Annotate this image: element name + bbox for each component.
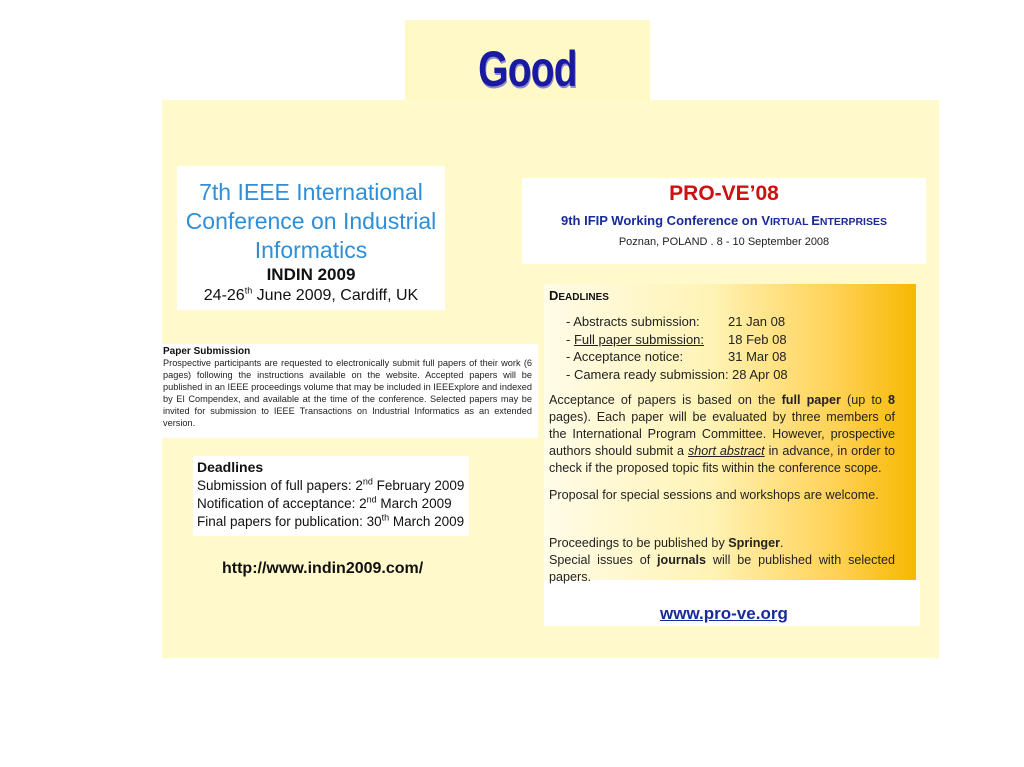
prove-subtitle-v-rest: IRTUAL: [769, 216, 812, 228]
prove-deadline-item: - Camera ready submission:: [566, 367, 729, 382]
heading-first-letter: D: [549, 288, 559, 303]
deadline-label: Submission of full papers: 2: [197, 478, 363, 493]
deadline-sup: th: [381, 512, 390, 523]
prove-deadline-date: 21 Jan 08: [728, 314, 786, 329]
prove-deadline-item: [566, 332, 704, 347]
deadlines-heading: Deadlines: [197, 459, 264, 475]
text-part: Proceedings to be published by: [549, 536, 729, 550]
prove-subtitle-e: E: [811, 213, 820, 228]
prove-header-box: [522, 178, 926, 264]
text-italic: short abstract: [687, 444, 765, 458]
deadline-rest: March 2009: [376, 496, 452, 511]
text-bold: journals: [657, 553, 707, 567]
indin-name-line-1: 7th IEEE International: [199, 179, 423, 205]
text-part: Acceptance of papers is based on the: [549, 393, 782, 407]
deadline-rest: March 2009: [389, 514, 465, 529]
text-part: pages). Each paper will be evaluated by three members of the International Program Committee. However, prospective authors should submit a: [549, 410, 895, 458]
deadline-rest: February 2009: [372, 478, 465, 493]
prove-proceedings-text: [549, 535, 895, 552]
prove-special-issues-text: [549, 552, 895, 586]
indin-name-line-2: Conference on Industrial: [185, 208, 437, 234]
indin-url-link[interactable]: http://www.indin2009.com/: [222, 560, 424, 577]
indin-date-suffix: th: [244, 285, 253, 296]
prove-deadline-date: 28 Apr 08: [732, 367, 788, 382]
prove-subtitle-e-rest: NTERPRISES: [819, 216, 887, 228]
text-part: Special issues of: [549, 553, 658, 567]
text-bold: 8: [887, 393, 895, 407]
deadline-label: Notification of acceptance: 2: [197, 496, 367, 511]
prove-subtitle: [522, 213, 926, 228]
indin-conference-name: [177, 178, 445, 265]
prove-subtitle-v: V: [761, 213, 770, 228]
indin-name-line-3: Informatics: [254, 237, 368, 263]
deadline-label: Final papers for publication: 30: [197, 514, 382, 529]
text-part: (up to: [840, 393, 888, 407]
heading-rest: EADLINES: [558, 292, 609, 303]
slide-title: Good: [478, 41, 577, 97]
deadline-row: [197, 513, 469, 531]
indin-date: [177, 287, 445, 305]
prove-deadline-date: 18 Feb 08: [728, 332, 787, 347]
indin-deadlines-box: [193, 456, 469, 536]
submission-heading: Paper Submission: [163, 346, 251, 357]
deadline-sup: nd: [366, 494, 377, 505]
prove-deadline-date: 31 Mar 08: [728, 349, 787, 364]
deadline-dash: -: [566, 332, 574, 347]
prove-title: PRO-VE’08: [669, 182, 779, 205]
deadline-row: [197, 477, 469, 495]
text-bold: full paper: [781, 393, 841, 407]
text-part: will be published with selected papers.: [549, 553, 895, 584]
prove-deadlines-heading: [549, 288, 609, 303]
indin-date-rest: June 2009, Cardiff, UK: [252, 287, 419, 304]
deadline-label: Full paper submission:: [573, 332, 705, 347]
text-part: in advance, in order to check if the proposed topic fits within the conference scope.: [549, 444, 895, 475]
deadline-row: [197, 495, 469, 513]
submission-text: Prospective participants are requested to electronically submit full papers of their work (6 pages) following the instructions available on the website. Accepted papers will be published in an IEEE proceedings volume that may be included in IEEExplore and indexed by EI Compendex, and available at the time of the conference. Selected papers may be invited for submission to IEEE Transactions on Industrial Informatics as an extended version.: [163, 358, 532, 428]
prove-deadline-item: - Acceptance notice:: [566, 349, 684, 364]
indin-short-name: INDIN 2009: [266, 265, 356, 284]
indin-date-days: 24-26: [203, 287, 245, 304]
prove-url-link[interactable]: www.pro-ve.org: [660, 604, 788, 623]
prove-proposal-text: Proposal for special sessions and workshops are welcome.: [549, 488, 879, 502]
indin-submission-box: [160, 344, 538, 438]
text-bold: Springer: [728, 536, 781, 550]
prove-acceptance-text: [549, 392, 895, 477]
text-part: .: [780, 536, 784, 550]
prove-deadline-item: - Abstracts submission:: [566, 314, 700, 329]
indin-header-box: [177, 166, 445, 310]
prove-location: Poznan, POLAND . 8 - 10 September 2008: [618, 236, 830, 248]
deadline-sup: nd: [362, 476, 373, 487]
prove-subtitle-pre: 9th IFIP Working Conference on: [560, 213, 762, 228]
